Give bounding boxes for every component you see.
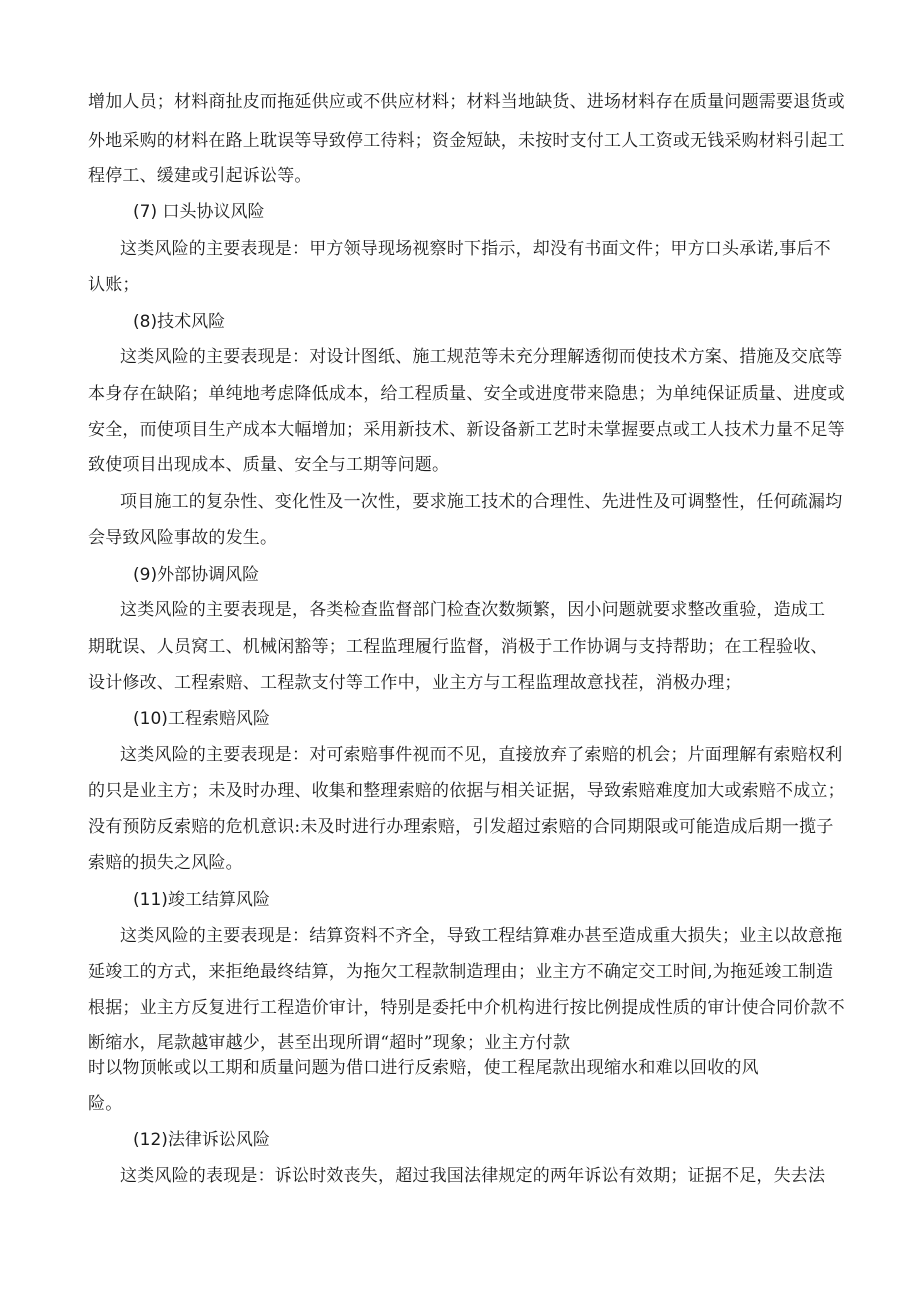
body-text-line: 外地采购的材料在路上耽误等导致停工待料；资金短缺，未按时支付工人工资或无钱采购材料引起工 <box>88 131 845 151</box>
body-text-line: 断缩水，尾款越审越少，甚至出现所谓“超时”现象；业主方付款 <box>88 1033 571 1053</box>
body-text-line: 的只是业主方；未及时办理、收集和整理索赔的依据与相关证据，导致索赔难度加大或索赔不成立； <box>88 781 845 801</box>
section-heading-8: (8)技术风险 <box>133 312 226 332</box>
section-heading-7: (7) 口头协议风险 <box>133 202 265 222</box>
body-text-line: 险。 <box>88 1094 123 1114</box>
body-text-line: 这类风险的主要表现是，各类检查监督部门检查次数频繁，因小问题就要求整改重验，造成工 <box>120 600 826 620</box>
body-text-line: 这类风险的主要表现是：结算资料不齐全，导致工程结算难办甚至造成重大损失；业主以故意拖 <box>120 926 843 946</box>
body-text-line: 这类风险的表现是：诉讼时效丧失，超过我国法律规定的两年诉讼有效期；证据不足，失去法 <box>120 1166 826 1186</box>
body-text-line: 程停工、缓建或引起诉讼等。 <box>88 166 312 186</box>
body-text-line: 安全，而使项目生产成本大幅增加；采用新技术、新设备新工艺时未掌握要点或工人技术力量不足等 <box>88 420 845 440</box>
body-text-line: 根据；业主方反复进行工程造价审计，特别是委托中介机构进行按比例提成性质的审计使合同价款不 <box>88 998 845 1018</box>
body-text-line: 这类风险的主要表现是：对设计图纸、施工规范等未充分理解透彻而使技术方案、措施及交底等 <box>120 347 843 367</box>
body-text-line: 认账； <box>88 275 140 295</box>
section-heading-11: (11)竣工结算风险 <box>133 890 270 910</box>
section-heading-10: (10)工程索赔风险 <box>133 709 270 729</box>
section-heading-12: (12)法律诉讼风险 <box>133 1130 270 1150</box>
body-text-line: 延竣工的方式，来拒绝最终结算，为拖欠工程款制造理由；业主方不确定交工时间,为拖延竣工制造 <box>88 962 834 982</box>
body-text-line: 这类风险的主要表现是：对可索赔事件视而不见，直接放弃了索赔的机会；片面理解有索赔权利 <box>120 745 843 765</box>
body-text-line: 增加人员；材料商扯皮而拖延供应或不供应材料；材料当地缺货、进场材料存在质量问题需要退货或 <box>88 92 845 112</box>
body-text-line: 期耽误、人员窝工、机械闲豁等；工程监理履行监督，消极于工作协调与支持帮助；在工程验收、 <box>88 637 828 657</box>
section-heading-9: (9)外部协调风险 <box>133 565 260 585</box>
body-text-line: 时以物顶帐或以工期和质量问题为借口进行反索赔，使工程尾款出现缩水和难以回收的风 <box>88 1058 759 1078</box>
body-text-line: 会导致风险事故的发生。 <box>88 528 278 548</box>
body-text-line: 致使项目出现成本、质量、安全与工期等问题。 <box>88 455 450 475</box>
body-text-line: 没有预防反索赔的危机意识:未及时进行办理索赔，引发超过索赔的合同期限或可能造成后期一揽子 <box>88 817 834 837</box>
body-text-line: 索赔的损失之风险。 <box>88 853 243 873</box>
body-text-line: 本身存在缺陷；单纯地考虑降低成本，给工程质量、安全或进度带来隐患；为单纯保证质量、进度或 <box>88 384 845 404</box>
body-text-line: 设计修改、工程索赔、工程款支付等工作中，业主方与工程监理故意找茬，消极办理； <box>88 673 742 693</box>
body-text-line: 这类风险的主要表现是：甲方领导现场视察时下指示，却没有书面文件；甲方口头承诺,事后不 <box>120 239 831 259</box>
body-text-line: 项目施工的复杂性、变化性及一次性，要求施工技术的合理性、先进性及可调整性，任何疏漏均 <box>120 492 843 512</box>
